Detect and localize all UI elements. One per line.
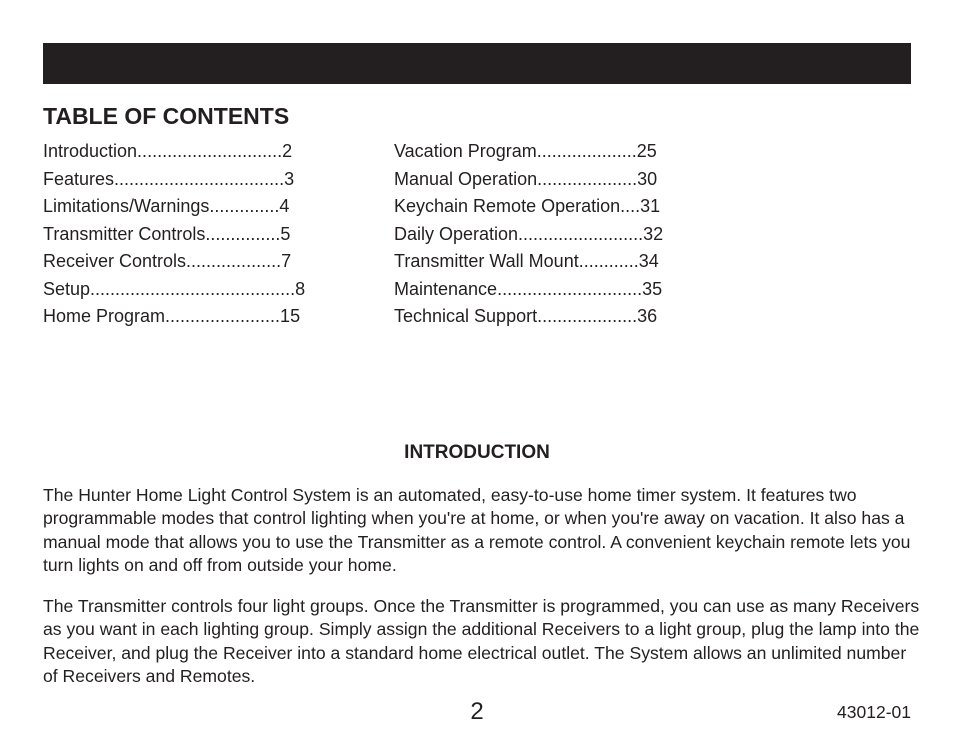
toc-entry-technical-support[interactable]: Technical Support....................36 xyxy=(394,306,658,326)
toc-entry-vacation-program[interactable]: Vacation Program....................25 xyxy=(394,141,657,161)
toc-entry-limitations-warnings[interactable]: Limitations/Warnings..............4 xyxy=(43,196,290,216)
toc-heading: TABLE OF CONTENTS xyxy=(43,103,290,129)
introduction-paragraph: The Hunter Home Light Control System is an automated, easy-to-use home timer system. It features two programmable modes that control lighting when you're at home, or when you're away on vacation. It also has a manual mode that allows you to use the Transmitter as a remote control. A convenient keychain remote lets you turn lights on and off from outside your home. xyxy=(43,485,911,575)
introduction-heading: INTRODUCTION xyxy=(404,442,550,463)
toc-entry-features[interactable]: Features..................................3 xyxy=(43,168,295,189)
toc-entry-transmitter-controls[interactable]: Transmitter Controls...............5 xyxy=(43,223,291,244)
toc-entry-transmitter-wall-mount[interactable]: Transmitter Wall Mount............34 xyxy=(394,251,659,271)
toc-entry-daily-operation[interactable]: Daily Operation.........................32 xyxy=(394,223,664,244)
toc-entry-keychain-remote-operation[interactable]: Keychain Remote Operation....31 xyxy=(394,196,661,216)
toc-entry-home-program[interactable]: Home Program.......................15 xyxy=(43,306,301,326)
introduction-paragraph: The Transmitter controls four light groups. Once the Transmitter is programmed, you can use as many Receivers as you want in each lighting group. Simply assign the additional Receivers to a light group, plug the lamp into the Receiver, and plug the Receiver into a standard home electrical outlet. The System allows an unlimited number of Receivers and Remotes. xyxy=(43,596,920,686)
toc-entry-maintenance[interactable]: Maintenance.............................35 xyxy=(394,278,663,299)
toc-entry-manual-operation[interactable]: Manual Operation....................30 xyxy=(394,168,658,189)
header-bar xyxy=(43,43,911,84)
page-number: 2 xyxy=(470,698,484,725)
toc-right-column xyxy=(394,140,663,333)
toc-left-column xyxy=(43,140,305,333)
toc-entry-setup[interactable]: Setup.........................................8 xyxy=(43,278,306,299)
document-code: 43012-01 xyxy=(837,702,911,722)
toc-entry-receiver-controls[interactable]: Receiver Controls...................7 xyxy=(43,251,292,271)
toc-entry-introduction[interactable]: Introduction.............................2 xyxy=(43,141,293,161)
